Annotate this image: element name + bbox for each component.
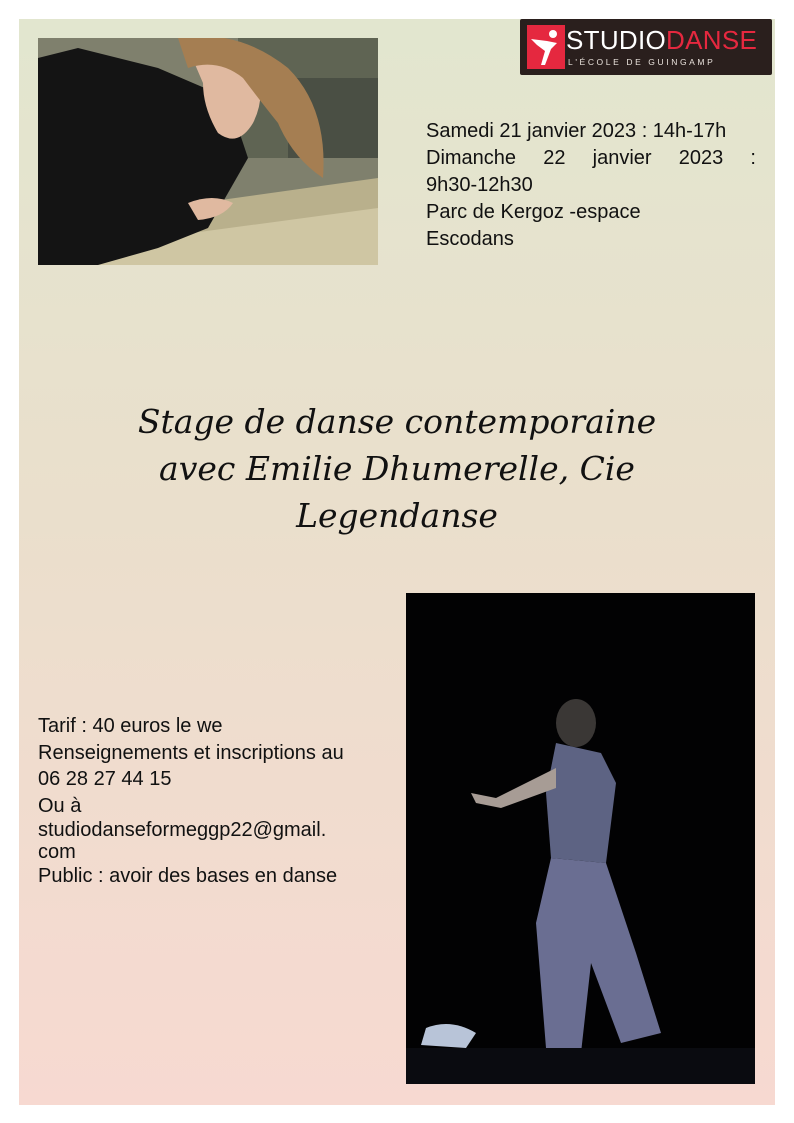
sunday-schedule-time: 9h30-12h30 — [426, 174, 533, 196]
venue-line-2: Escodans — [426, 228, 514, 250]
info-block — [38, 713, 388, 890]
dancer-logo-icon — [527, 25, 565, 69]
dancer-photo-top — [38, 38, 378, 265]
sunday-schedule-date: Dimanche 22 janvier 2023 : — [426, 147, 756, 169]
price-info: Tarif : 40 euros le we — [38, 715, 223, 737]
title-line-3: Legendanse — [296, 496, 498, 535]
dancer-photo-stage — [406, 593, 755, 1084]
phone-number: 06 28 27 44 15 — [38, 768, 172, 790]
email-address-part-1: studiodanseformeggp22@gmail. — [38, 819, 327, 841]
title-line-2: avec Emilie Dhumerelle, Cie — [159, 449, 635, 488]
venue-line-1: Parc de Kergoz -espace — [426, 201, 641, 223]
email-address-part-2: com — [38, 841, 76, 863]
title-line-1: Stage de danse contemporaine — [137, 402, 657, 441]
event-title — [100, 398, 694, 539]
audience-info: Public : avoir des bases en danse — [38, 865, 338, 887]
or-label: Ou à — [38, 794, 82, 817]
saturday-schedule: Samedi 21 janvier 2023 : 14h-17h — [426, 120, 727, 142]
logo-name: STUDIODANSE — [566, 25, 758, 55]
studiodanse-logo — [520, 19, 772, 75]
logo-subtitle: L'ÉCOLE DE GUINGAMP — [568, 57, 716, 67]
contact-heading: Renseignements et inscriptions au — [38, 741, 344, 764]
schedule-block — [426, 118, 756, 253]
